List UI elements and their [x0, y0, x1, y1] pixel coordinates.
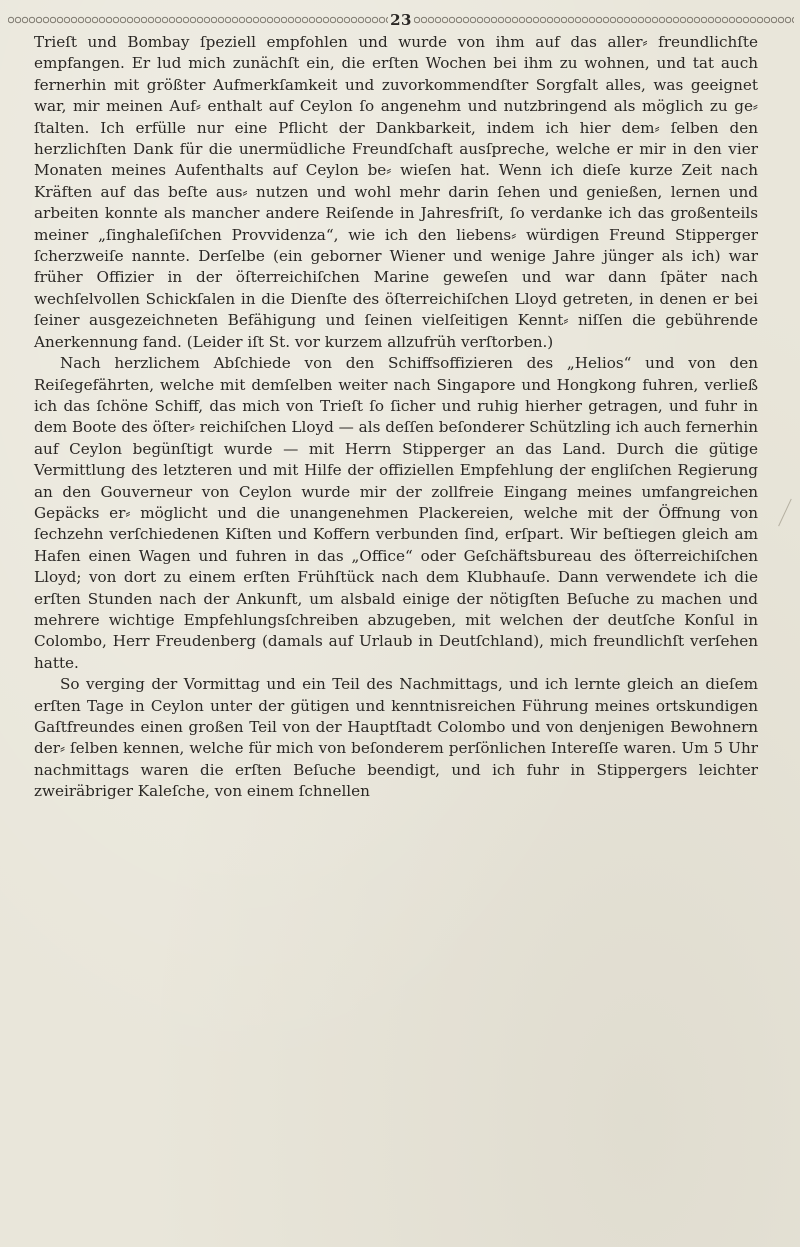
running-header — [8, 12, 794, 28]
paragraph: Trieſt und Bombay ſpeziell empfohlen und wurde von ihm auf das aller⸗ freundlichſte empfangen. Er lud mich zunächſt ein, die erſten Wochen bei ihm zu wohnen, und tat auch fernerhin mit größter Aufmerkſamkeit und zuvorkommendſter Sorgfalt alles, was geeignet war, mir meinen Auf⸗ enthalt auf Ceylon ſo angenehm und nutzbringend als möglich zu ge⸗ ſtalten. Ich erfülle nur eine Pflicht der Dankbarkeit, indem ich hier dem⸗ ſelben den herzlichſten Dank für die unermüdliche Freundſchaft ausſpreche, welche er mir in den vier Monaten meines Aufenthalts auf Ceylon be⸗ wieſen hat. Wenn ich dieſe kurze Zeit nach Kräften auf das beſte aus⸗ nutzen und wohl mehr darin ſehen und genießen, lernen und arbeiten konnte als mancher andere Reiſende in Jahresfriſt, ſo verdanke ich das großenteils meiner „ſinghaleſiſchen Provvidenza“, wie ich den liebens⸗ würdigen Freund Stipperger ſcherzweiſe nannte. Derſelbe (ein geborner Wiener und wenige Jahre jünger als ich) war früher Offizier in der öſterreichiſchen Marine geweſen und war dann ſpäter nach wechſelvollen Schickſalen in die Dienſte des öſterreichiſchen Lloyd getreten, in denen er bei ſeiner ausgezeichneten Befähigung und ſeinen vielſeitigen Kennt⸗ niſſen die gebührende Anerkennung fand. (Leider iſt St. vor kurzem allzufrüh verſtorben.) — [34, 33, 758, 351]
ornament-border-left — [8, 15, 388, 25]
ornament-border-right — [414, 15, 794, 25]
page-number: 23 — [390, 11, 412, 29]
paper-mark — [767, 494, 791, 527]
body-text — [34, 32, 758, 803]
paragraph: So verging der Vormittag und ein Teil des Nachmittags, und ich lernte gleich an dieſem erſten Tage in Ceylon unter der gütigen und kenntnisreichen Führung meines ortskundigen Gaſtfreundes einen großen Teil von der Hauptſtadt Colombo und von denjenigen Bewohnern der⸗ ſelben kennen, welche für mich von beſonderem perſönlichen Intereſſe waren. Um 5 Uhr nachmittags waren die erſten Beſuche beendigt, und ich fuhr in Stippergers leichter zweiräbriger Kaleſche, von einem ſchnellen — [34, 675, 758, 801]
paragraph: Nach herzlichem Abſchiede von den Schiffsoffizieren des „Helios“ und von den Reiſegefährten, welche mit demſelben weiter nach Singapore und Hongkong fuhren, verließ ich das ſchöne Schiff, das mich von Trieſt ſo ſicher und ruhig hierher getragen, und fuhr in dem Boote des öſter⸗ reichiſchen Lloyd — als deſſen beſonderer Schützling ich auch fernerhin auf Ceylon begünſtigt wurde — mit Herrn Stipperger an das Land. Durch die gütige Vermittlung des letzteren und mit Hilfe der offiziellen Empfehlung der engliſchen Regierung an den Gouverneur von Ceylon wurde mir der zollfreie Eingang meines umfangreichen Gepäcks er⸗ möglicht und die unangenehmen Plackereien, welche mit der Öffnung von ſechzehn verſchiedenen Kiſten und Koffern verbunden ſind, erſpart. Wir beſtiegen gleich am Hafen einen Wagen und fuhren in das „Office“ oder Geſchäftsbureau des öſterreichiſchen Lloyd; von dort zu einem erſten Frühſtück nach dem Klubhauſe. Dann verwendete ich die erſten Stunden nach der Ankunft, um alsbald einige der nötigſten Beſuche zu machen und mehrere wichtige Empfehlungsſchreiben abzugeben, mit welchen der deutſche Konſul in Colombo, Herr Freudenberg (damals auf Urlaub in Deutſchland), mich freundlichſt verſehen hatte. — [34, 354, 758, 672]
